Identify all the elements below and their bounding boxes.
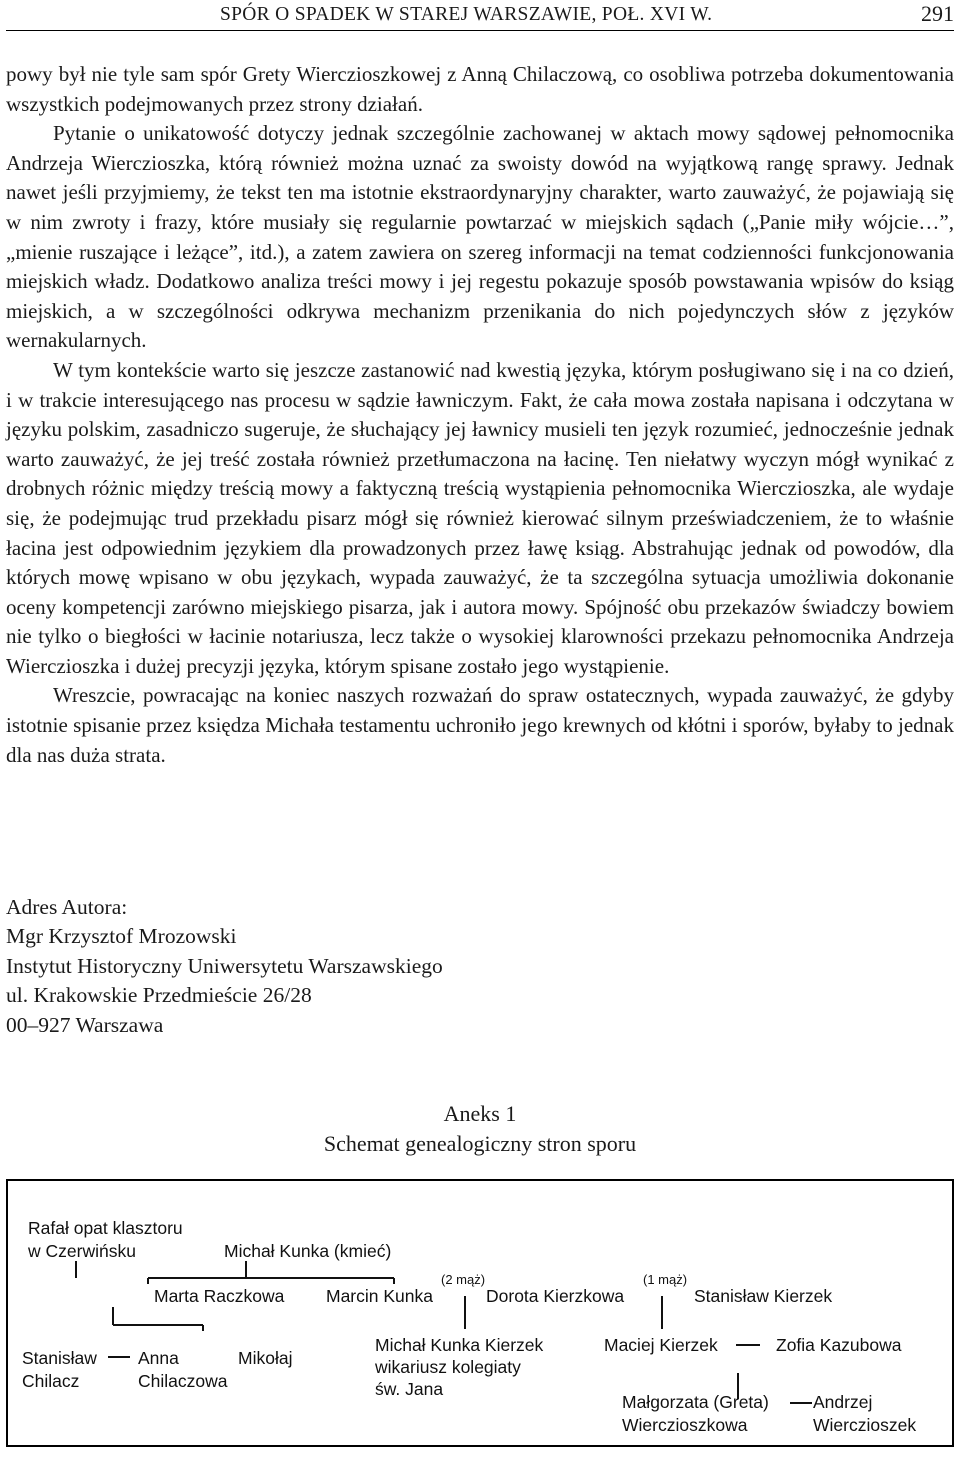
person-marcin-kunka: Marcin Kunka (326, 1286, 433, 1306)
paragraph-continued: powy był nie tyle sam spór Grety Wierczioszkowej z Anną Chilaczową, co osobliwa potrzeba dokumentowania wszystkich podejmowanych przez strony działań. (6, 62, 954, 116)
person-stanislaw-chilacz: Stanisław (22, 1348, 97, 1368)
person-michal-kunka-kierzek: wikariusz kolegiaty (375, 1357, 521, 1377)
person-dorota-kierzkowa: Dorota Kierzkowa (486, 1286, 625, 1306)
person-malgorzata-wierczioszkowa: Wierczioszkowa (622, 1415, 748, 1435)
person-rafal: w Czerwińsku (28, 1241, 136, 1261)
address-line: ul. Krakowskie Przedmieście 26/28 (6, 983, 312, 1008)
genealogy-chart (6, 1179, 954, 1447)
running-head (6, 0, 954, 31)
person-marta-raczkowa: Marta Raczkowa (154, 1286, 285, 1306)
person-stanislaw-chilacz: Chilacz (22, 1371, 80, 1391)
person-andrzej-wierczioszek: Wierczioszek (813, 1415, 917, 1435)
address-heading: Adres Autora: (6, 895, 128, 919)
address-line: Instytut Historyczny Uniwersytetu Warszawskiego (6, 953, 443, 978)
annex-title: Aneks 1 (443, 1101, 517, 1126)
author-address (6, 893, 706, 1040)
person-malgorzata-wierczioszkowa: Małgorzata (Greta) (622, 1392, 769, 1412)
person-michal-kunka: Michał Kunka (kmieć) (224, 1241, 392, 1261)
genealogy-tree (8, 1181, 952, 1445)
person-rafal: Rafał opat klasztoru (28, 1218, 183, 1238)
page-number: 291 (921, 1, 954, 26)
person-anna-chilaczowa: Chilaczowa (138, 1371, 228, 1391)
person-stanislaw-kierzek: Stanisław Kierzek (694, 1286, 833, 1306)
person-andrzej-wierczioszek: Andrzej (813, 1392, 873, 1412)
paragraph: W tym kontekście warto się jeszcze zastanowić nad kwestią języka, którym posługiwano się i na co dzień, i w trakcie interesującego nas procesu w sądzie ławniczym. Fakt, że cała mowa została napisana i odczytana w języku polskim, zasadniczo sugeruje, że słuchający jej ławnicy musieli ten język rozumieć, jednocześnie jednak warto zauważyć, że jej treść została również przetłumaczona na łacinę. Ten niełatwy wyczyn mógł wynikać z drobnych różnic między treścią mowy a faktyczną treścią wystąpienia pełnomocnika Wierczioszka, ale wydaje się, że podejmując trud przekładu pisarz mógł się również kierować silnym przeświadczeniem, że to właśnie łacina jest odpowiednim językiem dla prowadzonych przez ławę ksiąg. Abstrahując jednak od powodów, dla których mowę wpisano w obu językach, wypada zauważyć, że ta szczególna sytuacja umożliwia dokonanie oceny kompetencji zarówno miejskiego pisarza, jak i autora mowy. Spójność obu przekazów świadczy bowiem nie tylko o biegłości w łacinie notariusza, lecz także o wysokiej klarowności przekazu pełnomocnika Andrzeja Wierczioszka i dużej precyzji języka, którym spisane zostało jego wystąpienie. (6, 357, 954, 678)
address-line: 00–927 Warszawa (6, 1012, 164, 1037)
paragraph: Wreszcie, powracając na koniec naszych rozważań do spraw ostatecznych, wypada zauważyć, że gdyby istotnie spisanie przez księdza Michała testamentu uchroniło jego krewnych od kłótni i sporów, byłaby to jednak dla nas duża strata. (6, 683, 954, 767)
address-line: Mgr Krzysztof Mrozowski (6, 924, 237, 949)
person-anna-chilaczowa: Anna (138, 1348, 179, 1368)
annex-heading (0, 1099, 960, 1159)
husband-note: (1 mąż) (643, 1272, 688, 1287)
person-mikolaj: Mikołaj (238, 1348, 293, 1368)
husband-note: (2 mąż) (441, 1272, 486, 1287)
annex-subtitle: Schemat genealogiczny stron sporu (323, 1131, 637, 1156)
person-maciej-kierzek: Maciej Kierzek (604, 1335, 718, 1355)
body-text (6, 60, 954, 770)
person-michal-kunka-kierzek: Michał Kunka Kierzek (375, 1335, 544, 1355)
running-title: SPÓR O SPADEK W STAREJ WARSZAWIE, POŁ. XVI W. (220, 4, 713, 25)
person-michal-kunka-kierzek: św. Jana (375, 1379, 444, 1399)
person-zofia-kazubowa: Zofia Kazubowa (776, 1335, 902, 1355)
paragraph: Pytanie o unikatowość dotyczy jednak szczególnie zachowanej w aktach mowy sądowej pełnomocnika Andrzeja Wierczioszka, którą również można uznać za swoisty dowód na wyjątkową rangę sprawy. Jednak nawet jeśli przyjmiemy, że tekst ten ma istotnie ekstraordynaryjny charakter, warto zauważyć, że pojawiają się w nim zwroty i frazy, które musiały się regularnie powtarzać w miejskich sądach („Panie miły wójcie…”, „mienie ruszające i leżące”, itd.), a zatem zawiera on szereg informacji na temat codzienności funkcjonowania miejskich władz. Dodatkowo analiza treści mowy i jej regestu pokazuje sposób powstawania wpisów do ksiąg miejskich, a w szczególności odkrywa mechanizm przenikania do nich pojedynczych słów z języków wernakularnych. (6, 121, 954, 353)
